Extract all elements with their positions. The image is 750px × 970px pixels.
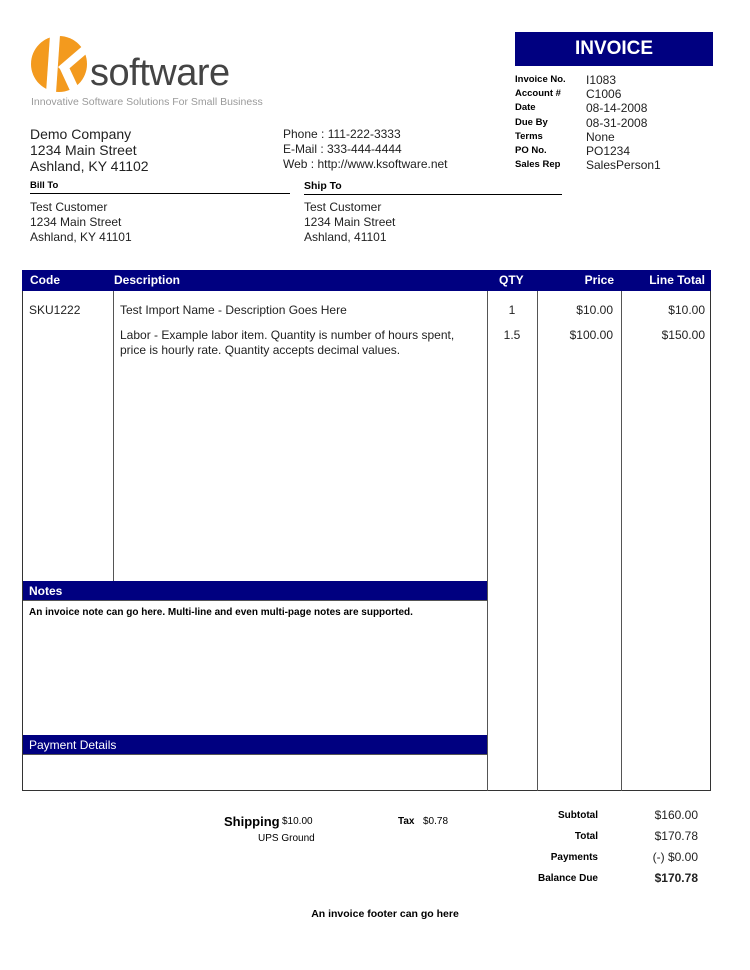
col-description: Description — [114, 273, 181, 287]
meta-due-by: Due By 08-31-2008 — [515, 115, 648, 130]
payments-value: (-) $0.00 — [652, 850, 698, 864]
balance-due-value: $170.78 — [654, 871, 698, 885]
row-code: SKU1222 — [29, 303, 81, 317]
row-total: $150.00 — [661, 328, 705, 342]
col-price: Price — [584, 273, 614, 287]
bill-to-address: Test Customer 1234 Main Street Ashland, KY 41101 — [30, 200, 132, 244]
divider — [113, 291, 114, 581]
notes-heading: Notes — [23, 581, 487, 601]
company-phone: Phone : 111-222-3333 — [283, 127, 401, 141]
balance-due-label: Balance Due — [537, 873, 598, 884]
document-title: INVOICE — [515, 32, 713, 66]
ship-to-heading: Ship To — [304, 180, 562, 195]
row-qty: 1 — [508, 303, 516, 317]
subtotal-label: Subtotal — [558, 810, 598, 821]
company-address — [30, 126, 149, 174]
subtotal-value: $160.00 — [654, 808, 698, 822]
meta-date: Date 08-14-2008 — [515, 101, 648, 116]
col-qty: QTY — [499, 273, 524, 287]
invoice-meta — [515, 73, 661, 172]
ship-to-address: Test Customer 1234 Main Street Ashland, 41101 — [304, 200, 396, 244]
row-price: $100.00 — [569, 328, 613, 342]
row-qty: 1.5 — [503, 328, 521, 342]
col-line-total: Line Total — [649, 273, 705, 287]
shipping-label: Shipping — [224, 814, 280, 829]
invoice-footer: An invoice footer can go here — [311, 908, 459, 920]
row-price: $10.00 — [576, 303, 613, 317]
brand-tagline: Innovative Software Solutions For Small Business — [31, 96, 263, 108]
divider — [621, 291, 622, 791]
tax-label: Tax — [398, 816, 415, 827]
payment-details-heading: Payment Details — [23, 735, 487, 755]
meta-terms: Terms None — [515, 129, 615, 144]
divider — [537, 291, 538, 791]
company-city: Ashland, KY 41102 — [30, 158, 149, 174]
tax-amount: $0.78 — [423, 816, 449, 827]
table-header — [22, 270, 711, 291]
payments-label: Payments — [550, 852, 598, 863]
company-contact — [283, 127, 448, 172]
row-description: Test Import Name - Description Goes Here — [120, 303, 347, 317]
shipping-method: UPS Ground — [258, 833, 315, 844]
company-name: Demo Company — [30, 126, 132, 142]
meta-invoice-no: Invoice No. I1083 — [515, 73, 617, 87]
brand-name: software — [90, 52, 230, 94]
company-street: 1234 Main Street — [30, 142, 137, 158]
company-email: E-Mail : 333-444-4444 — [283, 142, 402, 156]
row-description: Labor - Example labor item. Quantity is number of hours spent, price is hourly rate. Quantity accepts decimal values. — [120, 328, 455, 357]
row-total: $10.00 — [668, 303, 705, 317]
bill-to-heading: Bill To — [30, 180, 290, 194]
shipping-amount: $10.00 — [282, 816, 313, 827]
meta-account: Account # C1006 — [515, 87, 622, 102]
total-label: Total — [574, 831, 598, 842]
meta-po-no: PO No. PO1234 — [515, 144, 631, 159]
notes-text: An invoice note can go here. Multi-line and even multi-page notes are supported. — [29, 607, 413, 618]
meta-sales-rep: Sales Rep SalesPerson1 — [515, 158, 661, 173]
k-logo-icon — [30, 33, 92, 95]
divider — [487, 291, 488, 791]
company-web: Web : http://www.ksoftware.net — [283, 157, 448, 171]
col-code: Code — [30, 273, 60, 287]
total-value: $170.78 — [654, 829, 698, 843]
